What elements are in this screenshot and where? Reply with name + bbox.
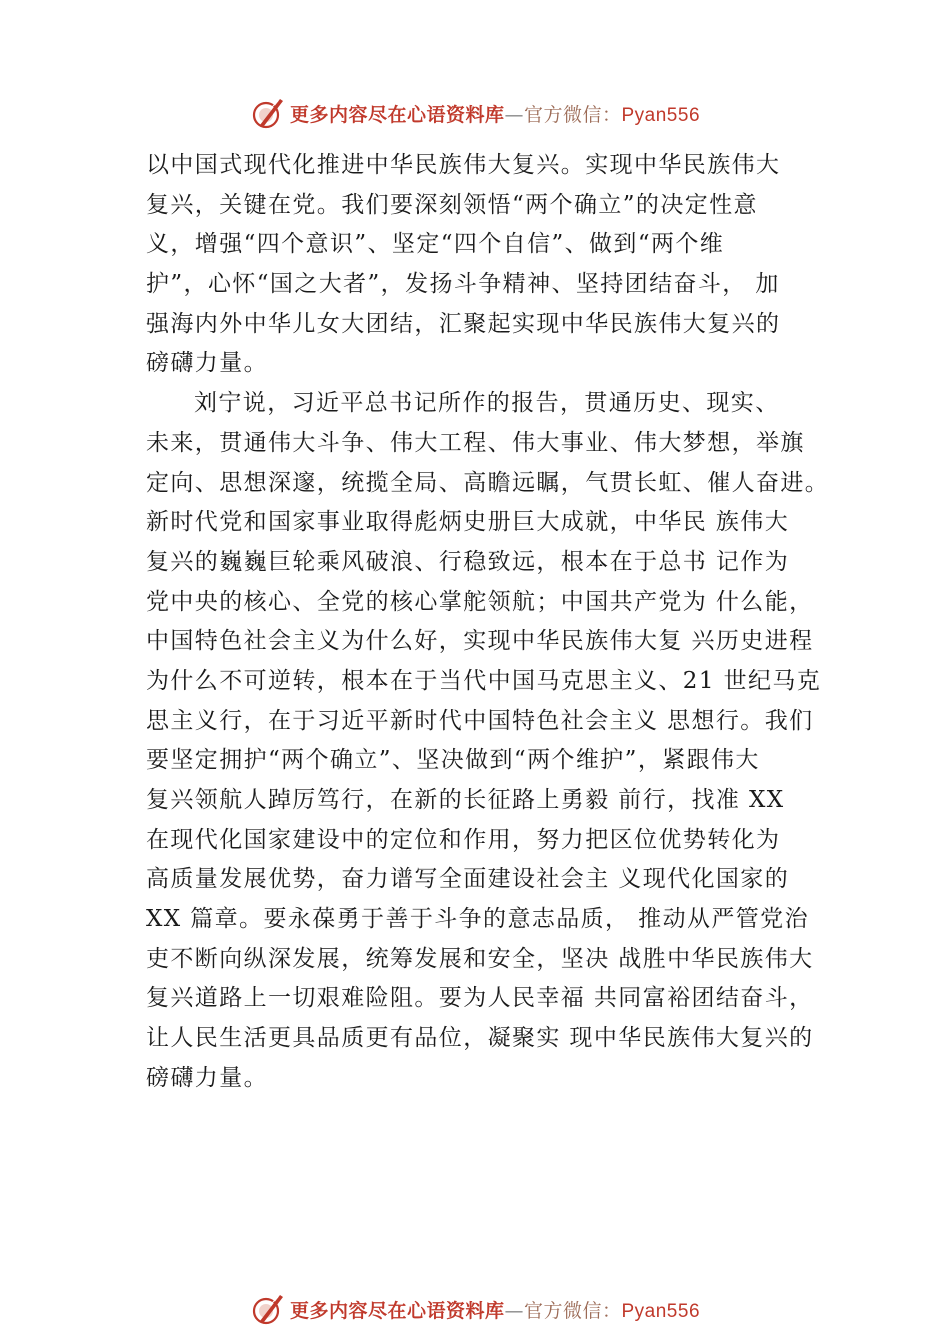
footer-wechat-label: 官方微信：	[523, 1299, 622, 1322]
paragraph-line: 让人民生活更具品质更有品位，凝聚实 现中华民族伟大复兴的	[146, 1025, 814, 1052]
paragraph-line: 复兴，关键在党。我们要深刻领悟“两个确立”的决定性意	[146, 191, 758, 218]
paragraph-line: 新时代党和国家事业取得彪炳史册巨大成就，中华民 族伟大	[146, 509, 790, 536]
paragraph-line: 要坚定拥护“两个确立”、坚决做到“两个维护”，紧跟伟大	[146, 747, 760, 774]
paragraph-line: 磅礴力量。	[146, 1064, 268, 1091]
paragraph-line: 定向、思想深邃，统揽全局、高瞻远瞩，气贯长虹、催人奋进。	[146, 469, 830, 496]
paragraph-line: 护”，心怀“国之大者”，发扬斗争精神、坚持团结奋斗， 加	[146, 271, 780, 298]
paragraph	[146, 146, 846, 384]
header-separator: —	[504, 103, 524, 126]
paragraph-line: 义，增强“四个意识”、坚定“四个自信”、做到“两个维	[146, 231, 725, 258]
paragraph-line: 在现代化国家建设中的定位和作用，努力把区位优势转化为	[146, 826, 781, 853]
paragraph-line: 以中国式现代化推进中华民族伟大复兴。实现中华民族伟大	[146, 152, 781, 178]
paragraph-line: 中国特色社会主义为什么好，实现中华民族伟大复 兴历史进程	[146, 628, 814, 655]
paragraph-line: 高质量发展优势，奋力谱写全面建设社会主 义现代化国家的	[146, 866, 790, 893]
header-text	[290, 100, 700, 127]
paragraph	[146, 384, 846, 1098]
header-wechat-id: Pyan556	[621, 104, 701, 126]
quill-logo-icon	[250, 95, 286, 131]
paragraph-line: XX 篇章。要永葆勇于善于斗争的意志品质， 推动从严管党治	[146, 906, 809, 933]
paragraph-line: 复兴领航人踔厉笃行，在新的长征路上勇毅 前行，找准 XX	[146, 787, 785, 813]
paragraph-line: 复兴的巍巍巨轮乘风破浪、行稳致远，根本在于总书 记作为	[146, 548, 790, 575]
quill-logo-icon	[250, 1291, 286, 1327]
paragraph-line: 强海内外中华儿女大团结，汇聚起实现中华民族伟大复兴的	[146, 310, 781, 337]
header-banner	[0, 93, 950, 133]
footer-wechat-id: Pyan556	[621, 1300, 701, 1322]
header-wechat-label: 官方微信：	[523, 103, 622, 126]
paragraph-line: 磅礴力量。	[146, 350, 268, 377]
footer-text	[290, 1296, 700, 1323]
paragraph-line: 刘宁说，习近平总书记所作的报告，贯通历史、现实、	[194, 390, 780, 417]
paragraph-line: 为什么不可逆转，根本在于当代中国马克思主义、21 世纪马克	[146, 667, 822, 694]
paragraph-line: 未来，贯通伟大斗争、伟大工程、伟大事业、伟大梦想，举旗	[146, 429, 805, 456]
header-title: 更多内容尽在心语资料库	[289, 103, 505, 126]
footer-title: 更多内容尽在心语资料库	[289, 1299, 505, 1322]
footer-banner	[0, 1289, 950, 1329]
paragraph-line: 复兴道路上一切艰难险阻。要为人民幸福 共同富裕团结奋斗，	[146, 985, 814, 1012]
paragraph-line: 吏不断向纵深发展，统筹发展和安全，坚决 战胜中华民族伟大	[146, 945, 814, 972]
paragraph-line: 思主义行，在于习近平新时代中国特色社会主义 思想行。我们	[146, 707, 814, 734]
paragraph-line: 党中央的核心、全党的核心掌舵领航；中国共产党为 什么能，	[146, 588, 814, 615]
footer-separator: —	[504, 1299, 524, 1322]
document-body	[146, 146, 846, 1099]
